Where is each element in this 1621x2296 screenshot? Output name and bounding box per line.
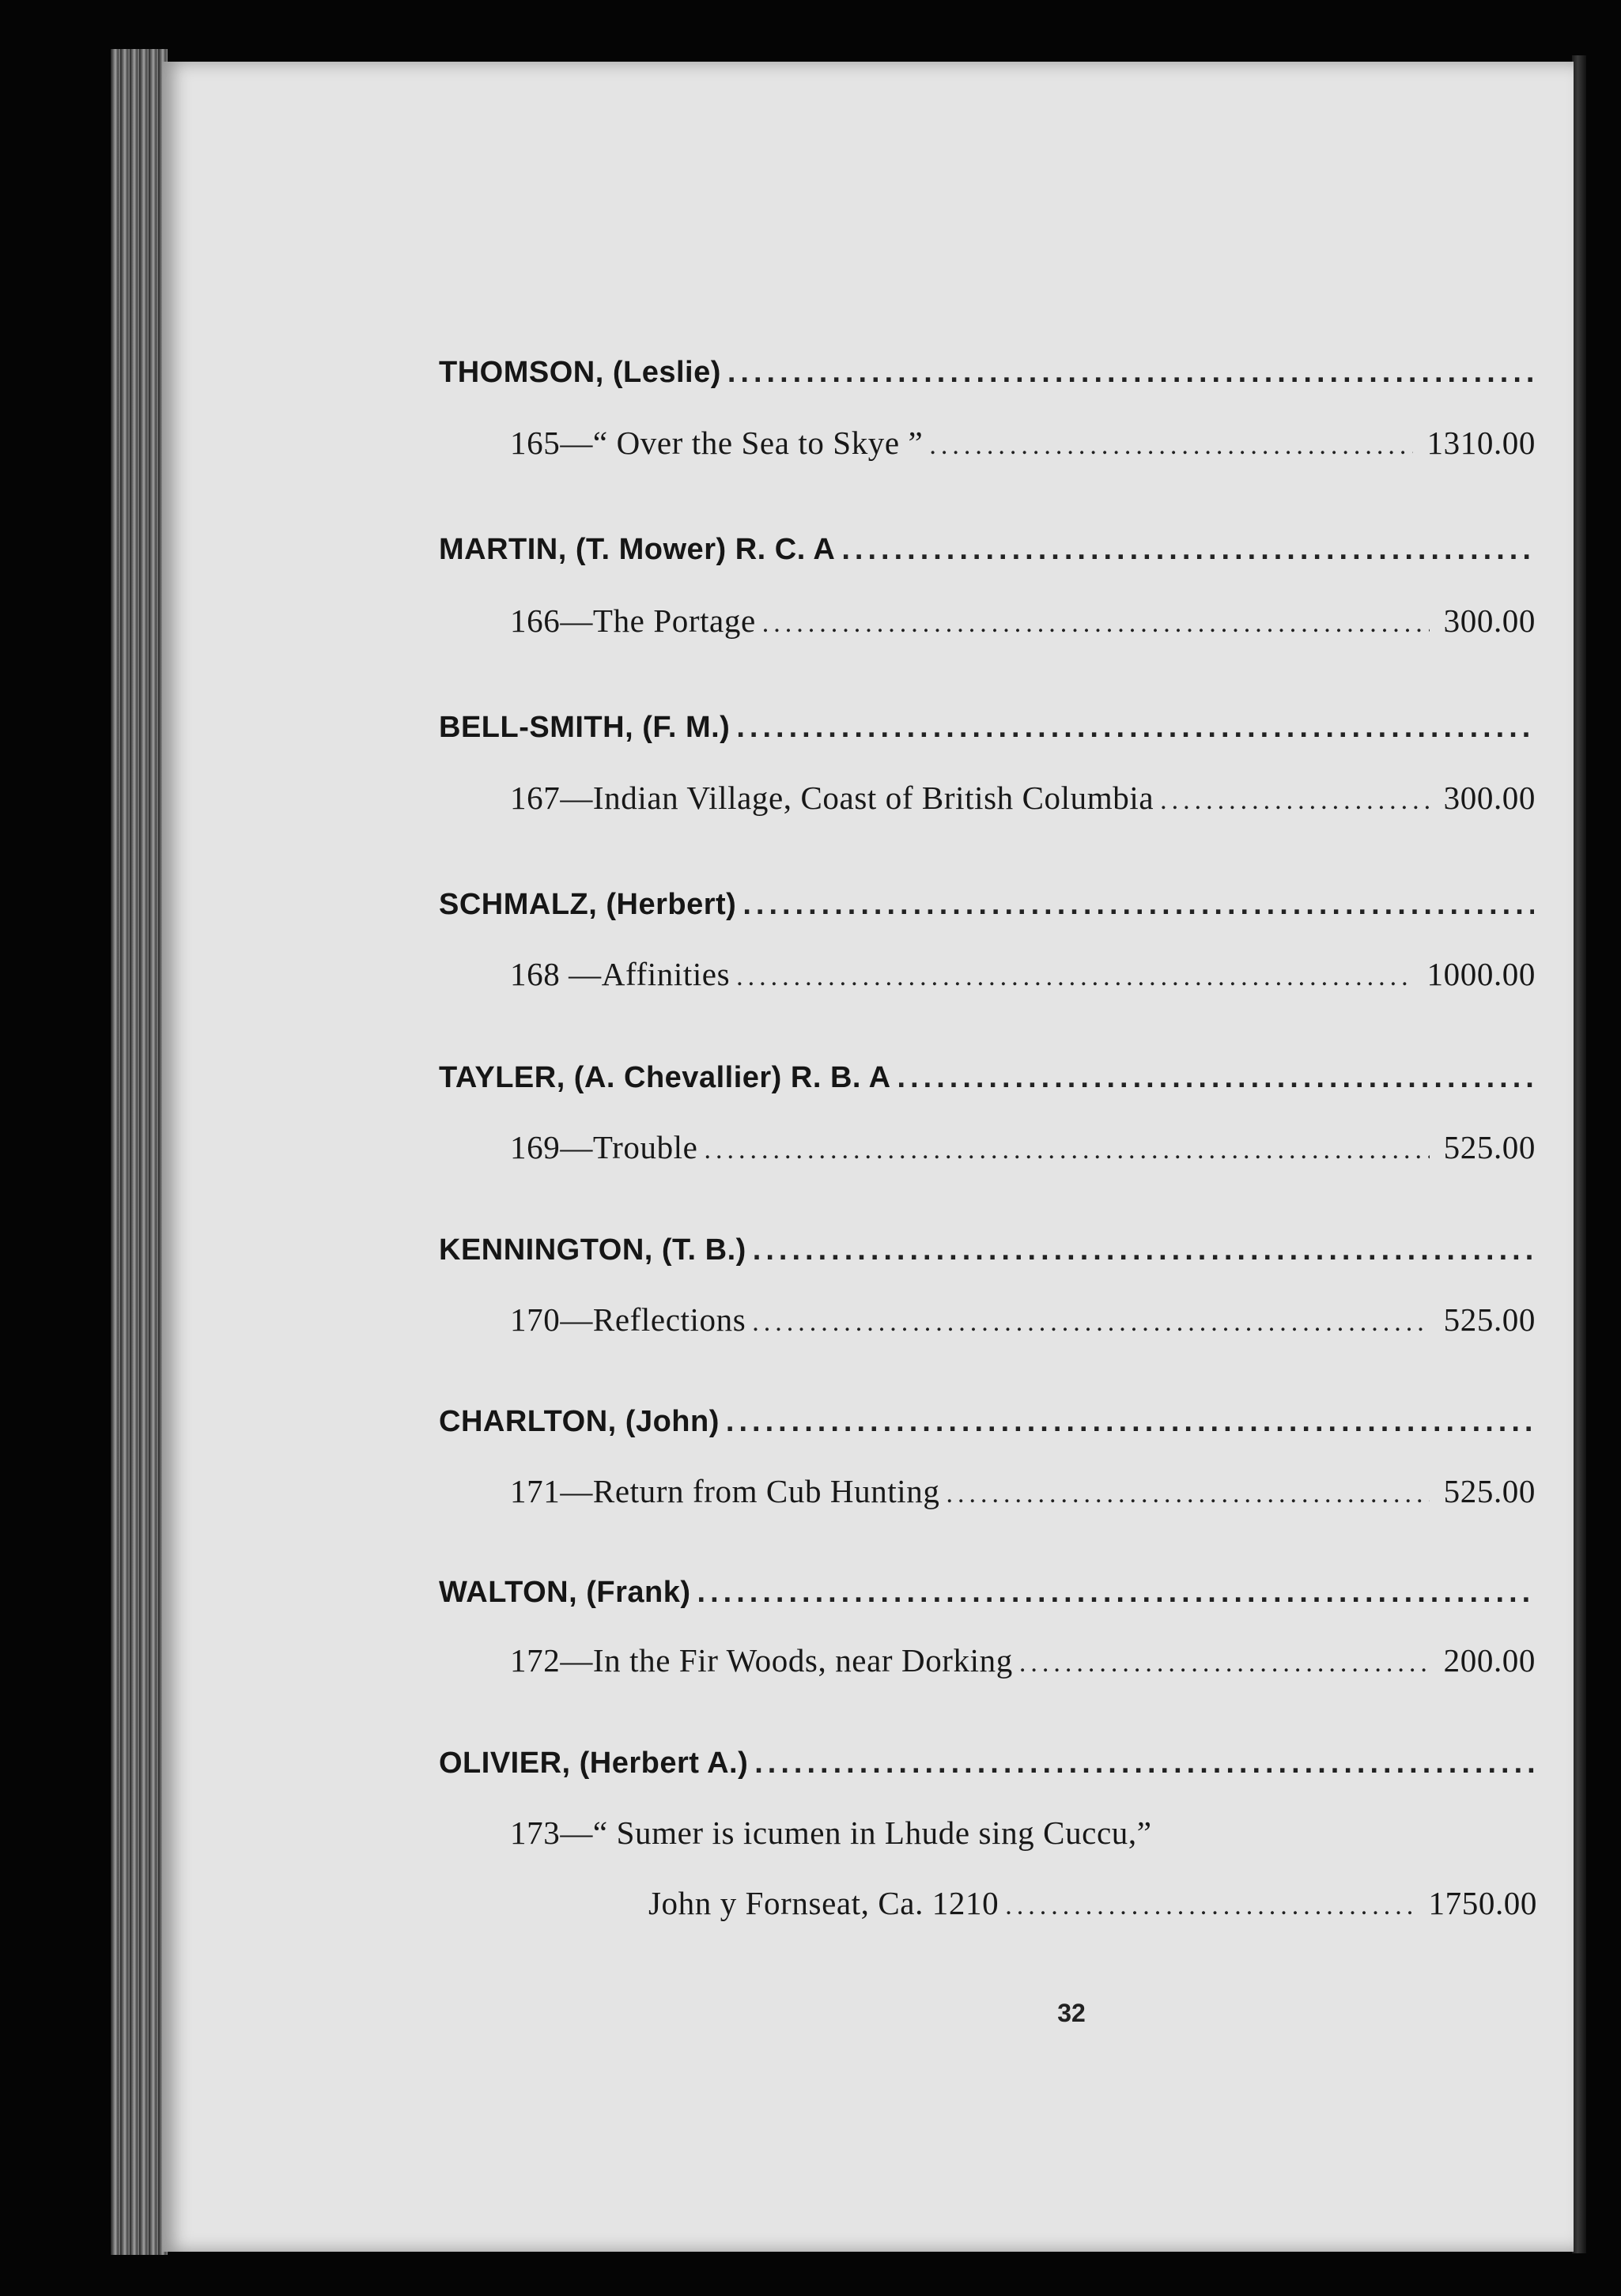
leader-dots [754, 1747, 1534, 1781]
artwork-title: 165—“ Over the Sea to Skye ” [510, 425, 924, 461]
artist-name: WALTON, (Frank) [439, 1576, 691, 1609]
artist-name: BELL-SMITH, (F. M.) [439, 711, 731, 744]
leader-dots [929, 431, 1412, 461]
artist-name: OLIVIER, (Herbert A.) [439, 1747, 749, 1780]
artist-heading [439, 1233, 1534, 1267]
artwork-price: 525.00 [1443, 1301, 1536, 1338]
artwork-line [510, 424, 1536, 462]
artwork-title: 168 —Affinities [510, 956, 731, 992]
artwork-number: 167 [510, 780, 561, 816]
artist-heading [439, 1405, 1534, 1439]
artwork-title: 169—Trouble [510, 1129, 698, 1165]
artwork-price: 525.00 [1443, 1129, 1536, 1165]
artwork-price: 1000.00 [1426, 956, 1536, 992]
catalogue-page [162, 62, 1574, 2252]
artwork-number: 173 [510, 1815, 561, 1851]
artist-name: THOMSON, (Leslie) [439, 356, 721, 389]
leader-dots [727, 356, 1534, 390]
artwork-price: 1310.00 [1426, 425, 1536, 461]
leader-dots [753, 1233, 1534, 1267]
artist-heading [439, 888, 1534, 922]
leader-dots [1005, 1891, 1414, 1921]
artwork-number: 171 [510, 1473, 561, 1509]
artist-name: MARTIN, (T. Mower) R. C. A [439, 533, 836, 566]
leader-dots [897, 1061, 1534, 1095]
leader-dots [1019, 1648, 1430, 1679]
artwork-number: 172 [510, 1642, 561, 1679]
artist-name: TAYLER, (A. Chevallier) R. B. A [439, 1061, 891, 1094]
artwork-price: 300.00 [1443, 780, 1536, 816]
leader-dots [947, 1479, 1430, 1509]
artist-heading [439, 356, 1534, 390]
artwork-number: 169 [510, 1129, 561, 1165]
artist-name: SCHMALZ, (Herbert) [439, 888, 737, 921]
leader-dots [736, 962, 1412, 992]
artwork-title: 172—In the Fir Woods, near Dorking [510, 1642, 1013, 1679]
artwork-line-continued [648, 1884, 1537, 1922]
artist-heading [439, 1576, 1534, 1610]
leader-dots [762, 609, 1430, 639]
artwork-line [510, 955, 1536, 993]
artist-heading [439, 1061, 1534, 1095]
leader-dots [752, 1308, 1429, 1338]
artwork-line [510, 602, 1536, 640]
leader-dots [704, 1135, 1429, 1165]
leader-dots [697, 1576, 1534, 1610]
artwork-number: 165 [510, 425, 561, 461]
artwork-line [510, 1641, 1536, 1679]
artist-heading [439, 533, 1534, 567]
artwork-number: 168 [510, 956, 561, 992]
artwork-price: 1750.00 [1428, 1885, 1537, 1921]
artist-name: KENNINGTON, (T. B.) [439, 1233, 746, 1267]
book-spine [111, 49, 168, 2255]
artwork-title: 167—Indian Village, Coast of British Columbia [510, 780, 1154, 816]
artwork-title: 170—Reflections [510, 1301, 746, 1338]
leader-dots [726, 1405, 1534, 1439]
facing-page-edge [1572, 55, 1586, 2253]
artwork-number: 170 [510, 1301, 561, 1338]
artist-heading [439, 1747, 1534, 1781]
leader-dots [841, 533, 1534, 567]
artwork-price: 525.00 [1443, 1473, 1536, 1509]
artwork-title: 171—Return from Cub Hunting [510, 1473, 940, 1509]
artwork-line [510, 1128, 1536, 1166]
artwork-subtitle: John y Fornseat, Ca. 1210 [648, 1885, 999, 1921]
artwork-price: 200.00 [1443, 1642, 1536, 1679]
artwork-number: 166 [510, 602, 561, 639]
leader-dots [742, 888, 1534, 922]
artwork-title: 166—The Portage [510, 602, 756, 639]
artwork-line [510, 1472, 1536, 1510]
leader-dots [1160, 786, 1430, 816]
artwork-price: 300.00 [1443, 602, 1536, 639]
artwork-line [510, 779, 1536, 817]
artwork-line [510, 1814, 1536, 1852]
artwork-title: 173—“ Sumer is icumen in Lhude sing Cuccu,” [510, 1815, 1152, 1851]
artist-heading [439, 711, 1534, 745]
page-number: 32 [1057, 1999, 1086, 2027]
artist-name: CHARLTON, (John) [439, 1405, 720, 1438]
artwork-line [510, 1301, 1536, 1339]
leader-dots [736, 711, 1534, 745]
